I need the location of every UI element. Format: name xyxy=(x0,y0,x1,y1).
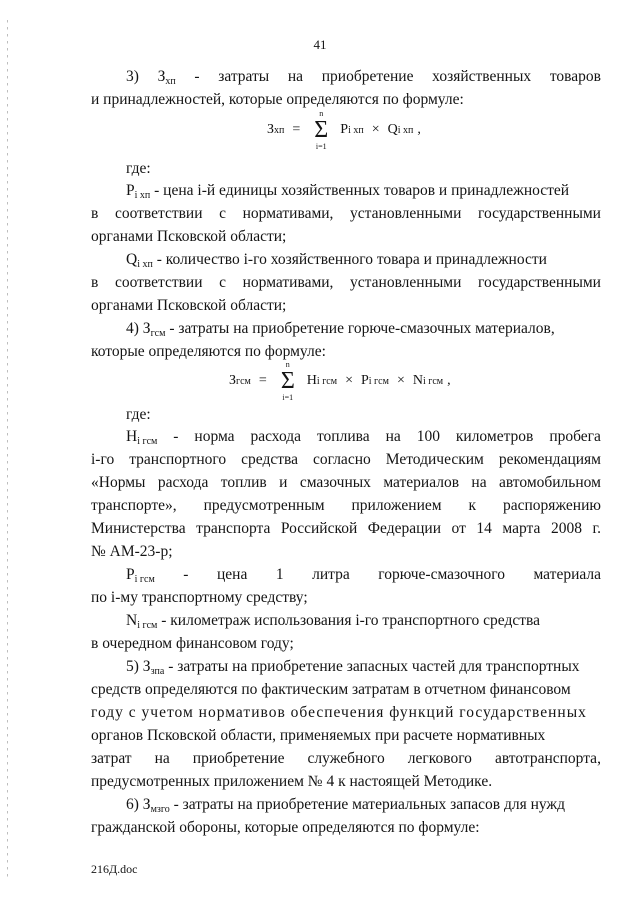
item4-line2: которые определяются по формуле: xyxy=(91,343,326,360)
sum-symbol: Σ n i=1 xyxy=(314,109,329,151)
item5-line6: предусмотренных приложением № 4 к настоящей Методике. xyxy=(91,773,493,790)
def-q-hp-line1: $Q_{i хп}$ - количество i-го хозяйственного товара и принадлежности xyxy=(126,251,547,270)
page-number: 41 xyxy=(313,37,327,52)
scan-margin-dots xyxy=(7,20,8,880)
def-h-gsm-line6: № АМ-23-р; xyxy=(91,543,173,560)
item3-line1: 3) $З_{хп}$ - затраты на приобретение хозяйственных товаров xyxy=(126,68,601,87)
where-label-2: где: xyxy=(126,406,151,423)
def-p-hp-line3: органами Псковской области; xyxy=(91,228,287,245)
def-h-gsm-line5: Министерства транспорта Российской Федерации от 14 марта 2008 г. xyxy=(91,520,601,537)
def-n-gsm-line1: $N_{i гсм}$ - километраж использования i-го транспортного средства xyxy=(126,612,541,631)
def-q-hp-line2: в соответствии с нормативами, установленными государственными xyxy=(91,274,601,291)
footer-filename: 216Д.doc xyxy=(91,862,138,876)
item4-line1: 4) $З_{гсм}$ - затраты на приобретение горюче-смазочных материалов, xyxy=(126,320,555,339)
sum-symbol: Σ n i=1 xyxy=(280,360,295,402)
item5-line4: органов Псковской области, применяемых при расчете нормативных xyxy=(91,727,546,744)
def-p-gsm-line1: $P_{i гсм}$ - цена 1 литра горюче-смазочного материала xyxy=(126,566,601,585)
def-p-hp-line1: $P_{i хп}$ - цена i-й единицы хозяйственных товаров и принадлежностей xyxy=(126,182,570,201)
def-q-hp-line3: органами Псковской области; xyxy=(91,297,287,314)
def-n-gsm-line2: в очередном финансовом году; xyxy=(91,635,294,652)
formula-fuel: З гсм = Σ n i=1 H i гсм × P i гсм × N i гсм , xyxy=(229,360,451,402)
item6-line1: 6) $З_{мзго}$ - затраты на приобретение материальных запасов для нужд xyxy=(126,796,566,815)
item3-line2: и принадлежностей, которые определяются по формуле: xyxy=(91,91,464,108)
where-label-1: где: xyxy=(126,160,151,177)
item5-line5: затрат на приобретение служебного легкового автотранспорта, xyxy=(91,750,601,767)
def-h-gsm-line2: i-го транспортного средства согласно Методическим рекомендациям xyxy=(91,451,601,468)
def-p-gsm-line2: по i-му транспортному средству; xyxy=(91,589,308,606)
item5-line2: средств определяются по фактическим затратам в отчетном финансовом xyxy=(91,681,571,698)
item5-line1: 5) $З_{зпа}$ - затраты на приобретение запасных частей для транспортных xyxy=(126,658,580,677)
def-h-gsm-line1: $H_{i гсм}$ - норма расхода топлива на 100 километров пробега xyxy=(126,428,601,447)
def-p-hp-line2: в соответствии с нормативами, установленными государственными xyxy=(91,205,601,222)
def-h-gsm-line3: «Нормы расхода топлив и смазочных материалов на автомобильном xyxy=(91,474,601,491)
formula-household-goods: З хп = Σ n i=1 P i хп × Q i хп , xyxy=(267,109,421,151)
item6-line2: гражданской обороны, которые определяются по формуле: xyxy=(91,819,480,836)
def-h-gsm-line4: транспорте», предусмотренным приложением к распоряжению xyxy=(91,497,601,514)
item5-line3: году с учетом нормативов обеспечения функций государственных xyxy=(91,704,587,721)
